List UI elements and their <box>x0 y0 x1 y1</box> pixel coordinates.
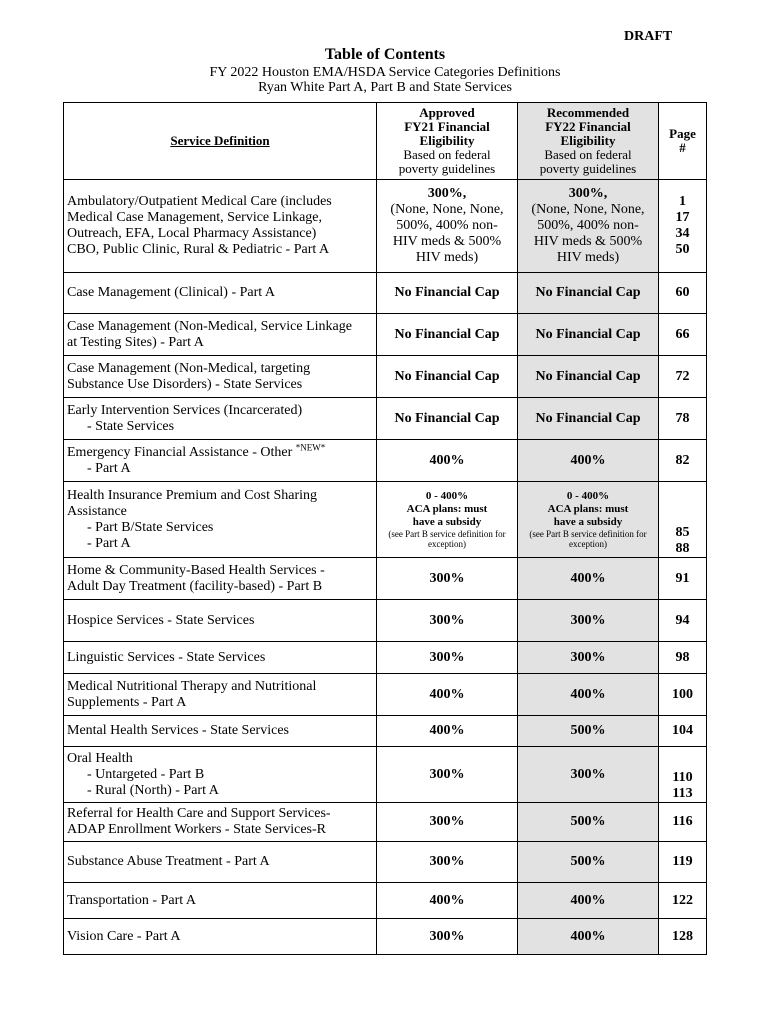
fy22-cell: 400% <box>518 440 659 482</box>
fy22-note: (see Part B service definition for exception) <box>529 529 647 549</box>
service-cell <box>64 883 377 919</box>
service-cell <box>64 600 377 642</box>
service-line: Linguistic Services - State Services <box>67 649 266 665</box>
service-line: Medical Nutritional Therapy and Nutritional <box>67 678 317 694</box>
service-line: Adult Day Treatment (facility-based) - Part B <box>67 578 323 594</box>
fy21-cell: 300% <box>377 642 518 674</box>
page-number: 85 <box>675 525 690 540</box>
page-number: 66 <box>675 326 690 342</box>
service-line: CBO, Public Clinic, Rural & Pediatric - Part A <box>67 242 330 257</box>
service-line: Mental Health Services - State Services <box>67 723 289 738</box>
page-cell <box>659 883 707 919</box>
table-row <box>64 180 707 273</box>
table-row <box>64 273 707 314</box>
service-line: Outreach, EFA, Local Pharmacy Assistance) <box>67 226 317 241</box>
service-line: Case Management (Non-Medical, Service Linkage <box>67 318 352 334</box>
fy21-cell <box>377 180 518 273</box>
service-cell <box>64 642 377 674</box>
fy22-cell: 400% <box>518 558 659 600</box>
page-column-header: Page # <box>659 103 707 180</box>
fy22-cell: 400% <box>518 883 659 919</box>
fy21-cell: 400% <box>377 440 518 482</box>
fy22-line: HIV meds & 500% <box>533 234 643 249</box>
service-line: Transportation - Part A <box>67 892 196 908</box>
fy21-line: 500%, 400% non- <box>396 218 498 233</box>
toc-table <box>63 102 707 955</box>
page-cell <box>659 803 707 842</box>
page-cell <box>659 747 707 803</box>
service-line: ADAP Enrollment Workers - State Services-R <box>67 822 326 837</box>
page-cell <box>659 558 707 600</box>
service-cell <box>64 482 377 558</box>
service-cell <box>64 180 377 273</box>
fy21-cell: No Financial Cap <box>377 314 518 356</box>
page-number: 88 <box>675 541 690 556</box>
table-row <box>64 919 707 955</box>
page-number: 72 <box>675 368 690 384</box>
service-cell <box>64 747 377 803</box>
table-row <box>64 803 707 842</box>
page-cell <box>659 180 707 273</box>
service-line: Substance Abuse Treatment - Part A <box>67 854 270 869</box>
page-number: 110 <box>672 770 693 785</box>
fy21-cell: 400% <box>377 716 518 747</box>
fy22-cell: No Financial Cap <box>518 398 659 440</box>
fy22-cell: 500% <box>518 716 659 747</box>
fy21-line: have a subsidy <box>412 516 482 528</box>
fy22-line: HIV meds) <box>556 250 620 265</box>
fy21-cell: 300% <box>377 747 518 803</box>
table-row <box>64 600 707 642</box>
fy22-cell: No Financial Cap <box>518 273 659 314</box>
page-cell <box>659 356 707 398</box>
table-row <box>64 482 707 558</box>
service-cell <box>64 356 377 398</box>
fy22-cell <box>518 482 659 558</box>
table-row <box>64 558 707 600</box>
table-row <box>64 398 707 440</box>
new-badge: *NEW* <box>295 441 326 452</box>
page-subtitle-2: Ryan White Part A, Part B and State Services <box>258 80 512 95</box>
service-line: Home & Community-Based Health Services - <box>67 562 325 578</box>
service-line: Medical Case Management, Service Linkage, <box>67 210 323 225</box>
page-cell <box>659 273 707 314</box>
fy21-cell: 400% <box>377 674 518 716</box>
page-number: 128 <box>672 928 693 944</box>
page-cell <box>659 440 707 482</box>
fy21-line: 0 - 400% <box>425 490 469 502</box>
page-number: 82 <box>675 452 690 468</box>
fy21-cell: 300% <box>377 803 518 842</box>
service-line: - Part B/State Services <box>87 519 214 535</box>
page-number: 116 <box>672 814 693 829</box>
fy22-cell: 300% <box>518 747 659 803</box>
service-line: - Part A <box>87 535 131 551</box>
service-line: Ambulatory/Outpatient Medical Care (includes <box>67 194 332 209</box>
service-cell <box>64 314 377 356</box>
service-line: Vision Care - Part A <box>67 928 181 944</box>
service-cell <box>64 919 377 955</box>
page-number: 91 <box>675 570 690 586</box>
service-cell <box>64 558 377 600</box>
fy21-cell: 300% <box>377 842 518 883</box>
fy21-line: HIV meds) <box>415 250 479 265</box>
fy22-line: (None, None, None, <box>531 202 645 217</box>
page-number: 122 <box>672 892 693 908</box>
fy22-line: ACA plans: must <box>547 503 629 515</box>
fy21-column-header: Approved FY21 Financial Eligibility Based on federal poverty guidelines <box>377 103 518 180</box>
page-cell <box>659 674 707 716</box>
table-row <box>64 356 707 398</box>
fy22-line: 500%, 400% non- <box>537 218 639 233</box>
page-number: 1 <box>679 194 686 209</box>
page-cell <box>659 716 707 747</box>
service-line: Health Insurance Premium and Cost Sharing <box>67 487 318 503</box>
fy21-cell: No Financial Cap <box>377 273 518 314</box>
fy21-line: (None, None, None, <box>390 202 504 217</box>
table-row <box>64 314 707 356</box>
service-cell <box>64 674 377 716</box>
service-line: Emergency Financial Assistance - Other <box>67 444 293 460</box>
page-subtitle: FY 2022 Houston EMA/HSDA Service Categories Definitions <box>209 65 561 80</box>
fy22-cell: 400% <box>518 674 659 716</box>
table-row <box>64 747 707 803</box>
table-row <box>64 440 707 482</box>
page-cell <box>659 842 707 883</box>
page-cell <box>659 642 707 674</box>
page-number: 78 <box>675 410 690 426</box>
page-number: 50 <box>675 242 690 257</box>
service-cell <box>64 398 377 440</box>
fy22-cell: 300% <box>518 642 659 674</box>
fy21-cell: 300% <box>377 558 518 600</box>
service-line: Supplements - Part A <box>67 694 187 710</box>
fy22-cell: 500% <box>518 842 659 883</box>
page-number: 94 <box>675 612 690 628</box>
table-row <box>64 674 707 716</box>
page-number: 100 <box>672 686 693 702</box>
service-line-wrap <box>67 441 374 461</box>
table-row <box>64 642 707 674</box>
fy22-line: 0 - 400% <box>566 490 610 502</box>
service-line: - State Services <box>87 418 175 434</box>
fy21-line: HIV meds & 500% <box>392 234 502 249</box>
table-row <box>64 716 707 747</box>
page-cell <box>659 314 707 356</box>
page-title: Table of Contents <box>324 46 446 63</box>
page-cell <box>659 482 707 558</box>
service-column-header: Service Definition <box>64 103 377 180</box>
fy21-cell: No Financial Cap <box>377 398 518 440</box>
service-line: Early Intervention Services (Incarcerated) <box>67 402 303 418</box>
fy21-cell: 400% <box>377 883 518 919</box>
service-cell <box>64 842 377 883</box>
page-cell <box>659 398 707 440</box>
draft-label: DRAFT <box>624 29 673 44</box>
service-line: Case Management (Non-Medical, targeting <box>67 360 311 376</box>
page-number: 17 <box>675 210 690 225</box>
service-cell <box>64 440 377 482</box>
service-line: Referral for Health Care and Support Services- <box>67 806 331 821</box>
page-number: 113 <box>672 786 693 801</box>
table-header-row <box>64 103 707 180</box>
page-number: 98 <box>675 649 690 665</box>
service-line: - Part A <box>87 460 131 476</box>
fy22-line: 300%, <box>568 186 608 201</box>
fy22-cell <box>518 180 659 273</box>
service-line: Case Management (Clinical) - Part A <box>67 285 275 300</box>
fy22-cell: No Financial Cap <box>518 314 659 356</box>
service-cell <box>64 803 377 842</box>
page-cell <box>659 919 707 955</box>
fy21-line: 300%, <box>427 186 467 201</box>
fy21-cell <box>377 482 518 558</box>
table-row <box>64 883 707 919</box>
service-line: - Rural (North) - Part A <box>87 782 219 798</box>
fy22-line: have a subsidy <box>553 516 623 528</box>
service-line: Substance Use Disorders) - State Services <box>67 376 303 392</box>
service-line: Oral Health <box>67 750 133 766</box>
fy22-cell: 500% <box>518 803 659 842</box>
table-row <box>64 842 707 883</box>
page-number: 119 <box>672 854 693 869</box>
fy21-cell: No Financial Cap <box>377 356 518 398</box>
service-line: at Testing Sites) - Part A <box>67 334 204 350</box>
fy21-note: (see Part B service definition for exception) <box>388 529 506 549</box>
fy21-cell: 300% <box>377 919 518 955</box>
fy22-column-header: Recommended FY22 Financial Eligibility Based on federal poverty guidelines <box>518 103 659 180</box>
fy22-cell: 400% <box>518 919 659 955</box>
fy21-line: ACA plans: must <box>406 503 488 515</box>
fy22-cell: 300% <box>518 600 659 642</box>
fy22-cell: No Financial Cap <box>518 356 659 398</box>
page-number: 34 <box>675 226 690 241</box>
page-number: 104 <box>672 723 693 738</box>
service-line: Assistance <box>67 503 127 519</box>
service-cell <box>64 716 377 747</box>
page-cell <box>659 600 707 642</box>
service-line: Hospice Services - State Services <box>67 612 255 628</box>
fy21-cell: 300% <box>377 600 518 642</box>
page-number: 60 <box>675 285 690 300</box>
service-line: - Untargeted - Part B <box>87 766 205 782</box>
service-cell <box>64 273 377 314</box>
